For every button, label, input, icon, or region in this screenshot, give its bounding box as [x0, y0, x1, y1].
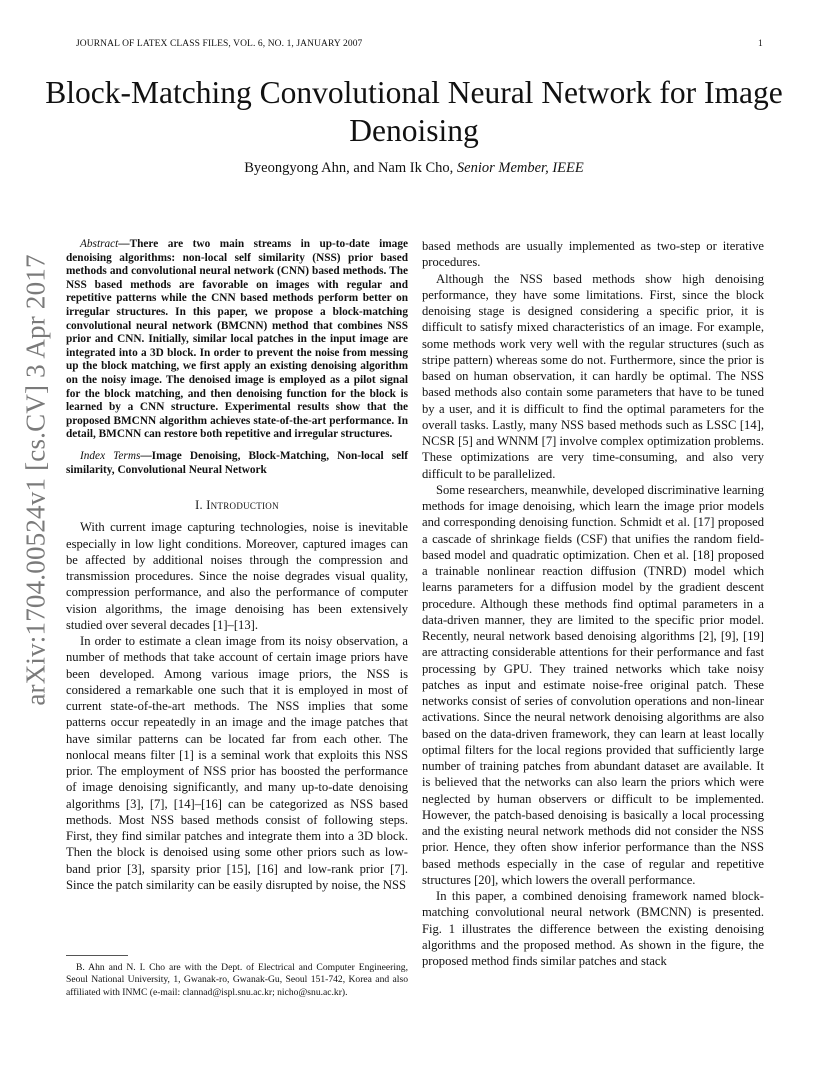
paper-title: Block-Matching Convolutional Neural Network for Image Denoising [45, 75, 783, 148]
arxiv-identifier: arXiv:1704.00524v1 [cs.CV] 3 Apr 2017 [20, 254, 51, 706]
page-number: 1 [758, 39, 763, 49]
body-paragraph: Although the NSS based methods show high denoising performance, they have some limitations. First, since the block denoising stage is designed considering a specific prior, it is difficult to satisfy mixed characteristics of an image. For example, some methods work very well with the regular structures (such as stripe pattern) whereas some do not. Furthermore, since the prior is based on human observation, it can hardly be optimal. The NSS based methods also contain some parameters that have to be tuned by a user, and it is difficult to find the optimal parameters for the overall tasks. Lastly, many NSS based methods such as LSSC [14], NCSR [5] and WNNM [7] involve complex optimization problems. These optimizations are very time-consuming, and also very difficult to be parallelized. [422, 271, 764, 481]
right-column [422, 238, 764, 969]
abstract-label: Abstract [80, 238, 119, 250]
index-terms [66, 450, 408, 477]
abstract [66, 238, 408, 442]
author-footnote: B. Ahn and N. I. Cho are with the Dept. of Electrical and Computer Engineering, Seoul National University, 1, Gwanak-ro, Gwanak-Gu, Seoul 151-742, Korea and also affiliated with INMC (e-mail: clannad@ispl.snu.ac.kr; nicho@snu.ac.kr). [66, 962, 408, 998]
left-column [66, 238, 408, 893]
body-paragraph: Some researchers, meanwhile, developed discriminative learning methods for image denoising, which learn the image prior models and corresponding denoising function. Schmidt et al. [17] proposed a cascade of shrinkage fields (CSF) that unifies the random field-based model and quadratic optimization. Chen et al. [18] proposed a trainable nonlinear reaction diffusion (TNRD) model which learns parameters for a diffusion model by the gradient descent procedure. Although these methods find optimal parameters in a data-driven manner, they are limited to the specific prior model. Recently, neural network based denoising algorithms [2], [9], [19] are attracting considerable attentions for their performance and fast processing by GPU. They trained networks which take noisy patches as input and estimate noise-free original patch. These networks consist of series of convolution operations and non-linear activations. Since the neural network denoising algorithms are also based on the data-driven framework, they can learn at least locally optimal filters for the local regions provided that sufficiently large number of training patches from abundant dataset are available. It is believed that the networks can also learn the priors which were neglected by human observers or difficult to be implemented. However, the patch-based denoising is basically a local processing and the existing neural network methods did not consider the NSS prior. Hence, they often show inferior performance than the NSS based methods especially in the case of regular and repetitive structures [20], which lowers the overall performance. [422, 482, 764, 887]
author-line [40, 160, 788, 177]
section-title: Introduction [206, 498, 279, 513]
body-paragraph: In order to estimate a clean image from its noisy observation, a number of methods that take account of certain image priors have been developed. Among various image priors, the NSS is considered a remarkable one such that it is employed in most of current state-of-the-art methods. The NSS implies that some patterns occur repeatedly in an image and the image patches that have similar patterns can be located far from each other. The nonlocal means filter [1] is a seminal work that exploits this NSS prior. The employment of NSS prior has boosted the performance of image denoising significantly, and many up-to-date denoising algorithms [3], [7], [14]–[16] can be categorized as NSS based methods. Most NSS based methods consist of following steps. First, they find similar patches and integrate them into a 3D block. Then the block is denoised using some other priors such as low-band prior [3], sparsity prior [15], [16] and low-rank prior [7]. Since the patch similarity can be easily disrupted by noise, the NSS [66, 634, 408, 892]
section-number: I. [195, 498, 207, 513]
author-names: Byeongyong Ahn, and Nam Ik Cho, [244, 160, 457, 176]
author-role: Senior Member, IEEE [456, 160, 584, 176]
body-paragraph: In this paper, a combined denoising framework named block-matching convolutional neural network (BMCNN) is presented. Fig. 1 illustrates the difference between the existing denoising algorithms and the proposed method. As shown in the figure, the proposed method finds similar patches and stack [422, 889, 764, 968]
body-paragraph: With current image capturing technologies, noise is inevitable especially in low light conditions. Moreover, captured images can be affected by additional noises through the compression and transmission procedures. Since the noise degrades visual quality, compression performance, and also the performance of computer vision algorithms, the image denoising has been extensively studied over several decades [1]–[13]. [66, 520, 408, 632]
section-heading [66, 497, 408, 513]
index-terms-label: Index Terms [80, 449, 141, 462]
abstract-text: —There are two main streams in up-to-date image denoising algorithms: non-local self similarity (NSS) prior based methods and convolutional neural network (CNN) based methods. The NSS based methods are favorable on images with regular and repetitive patterns while the CNN based methods perform better on irregular structures. In this paper, we propose a block-matching convolutional neural network (BMCNN) method that combines NSS prior and CNN. Initially, similar local patches in the input image are integrated into a 3D block. In order to prevent the noise from messing up the block matching, we first apply an existing denoising algorithm on the noisy image. The denoised image is employed as a pilot signal for the block matching, and then denoising function for the block is learned by a CNN structure. Experimental results show that the proposed BMCNN algorithm achieves state-of-the-art performance. In detail, BMCNN can restore both repetitive and irregular structures. [66, 238, 408, 441]
running-header: JOURNAL OF LATEX CLASS FILES, VOL. 6, NO. 1, JANUARY 2007 [76, 39, 363, 49]
index-terms-text: —Image Denoising, Block-Matching, Non-local self similarity, Convolutional Neural Network [66, 449, 409, 476]
footnote-divider [66, 955, 128, 956]
body-paragraph: based methods are usually implemented as two-step or iterative procedures. [422, 239, 764, 270]
